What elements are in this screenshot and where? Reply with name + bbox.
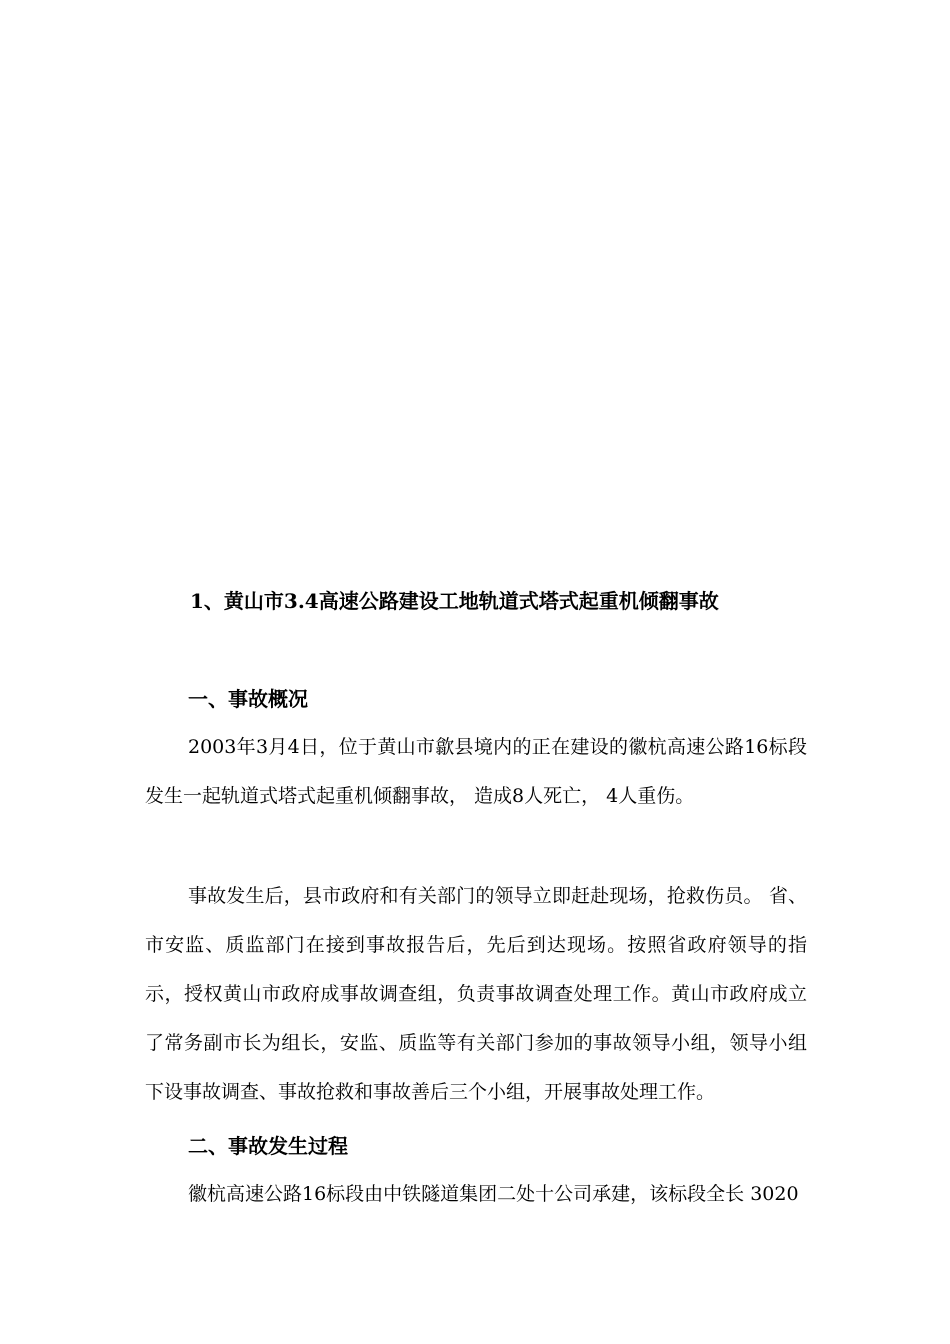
paragraph-accident-response: 事故发生后，县市政府和有关部门的领导立即赶赴现场，抢救伤员。 省、市安监、质监部门在接到事故报告后，先后到达现场。按照省政府领导的指示，授权黄山市政府成事故调查组，负责事故调查处理工作。黄山市政府成立了常务副市长为组长，安监、质监等有关部门参加的事故领导小组，领导小组下设事故调查、事故抢救和事故善后三个小组，开展事故处理工作。 (145, 885, 807, 1103)
paragraph-accident-date: 2003年3月4日，位于黄山市歙县境内的正在建设的徽杭高速公路16标段发生一起轨道式塔式起重机倾翻事故， 造成8人死亡， 4人重伤。 (145, 736, 807, 807)
section-heading-accident-process: 二、事故发生过程 (188, 1134, 348, 1158)
section-heading-accident-overview: 一、事故概况 (188, 687, 308, 711)
document-title: 1、黄山市3.4高速公路建设工地轨道式塔式起重机倾翻事故 (190, 589, 719, 613)
paragraph-project-description: 徽杭高速公路16标段由中铁隧道集团二处十公司承建，该标段全长 3020 (188, 1183, 799, 1205)
